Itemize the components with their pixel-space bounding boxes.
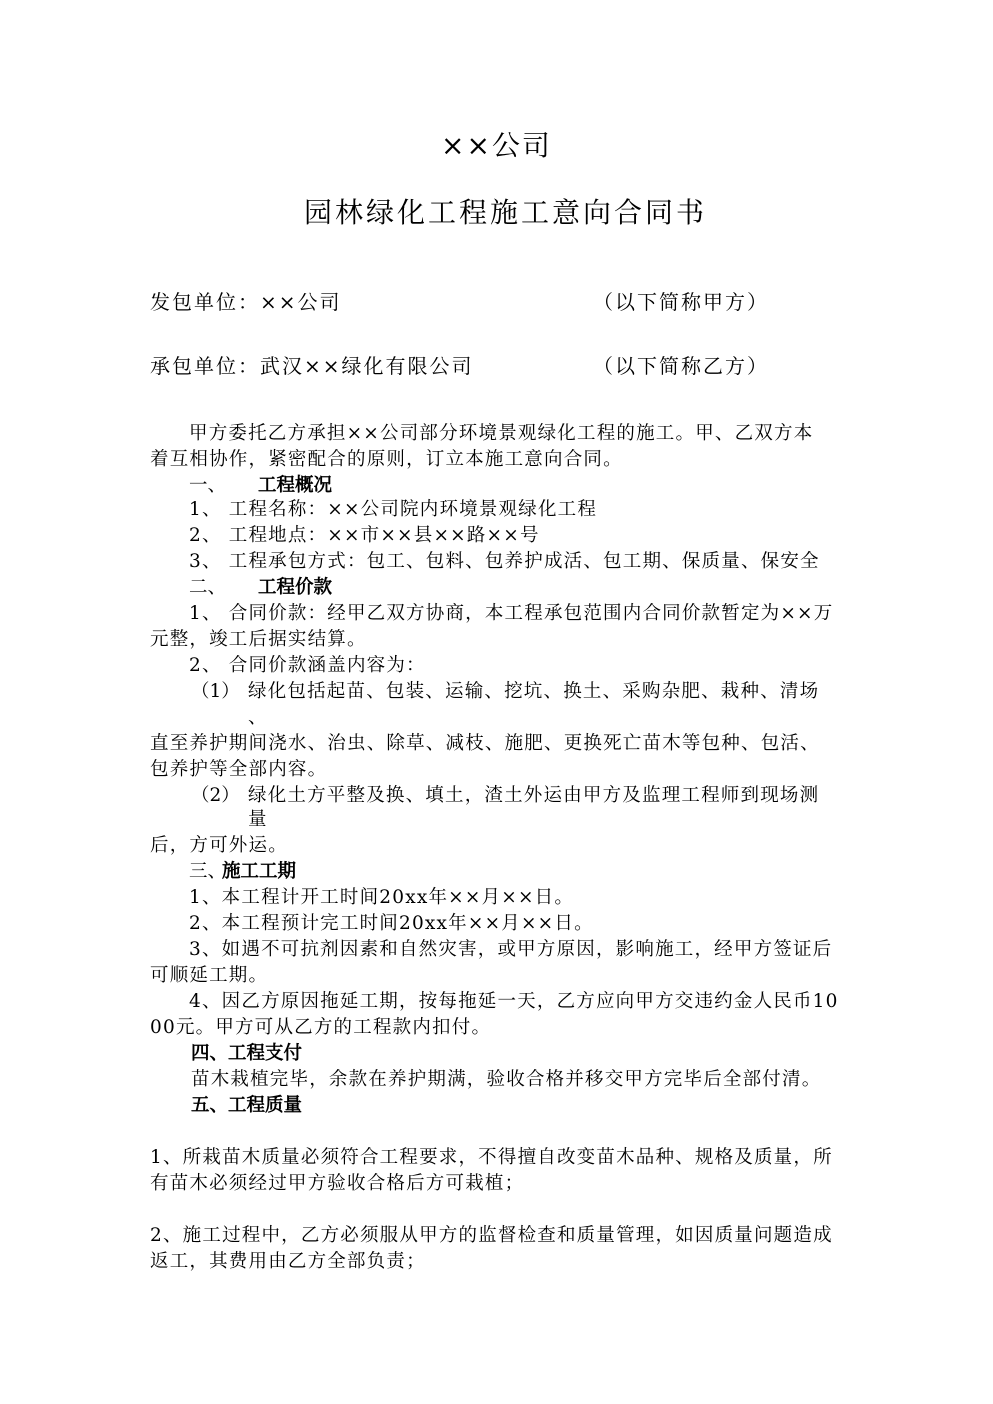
section-3-item-2: 2、本工程预计完工时间20xx年××月××日。 xyxy=(189,913,594,934)
intro-line-2: 着互相协作，紧密配合的原则，订立本施工意向合同。 xyxy=(150,449,623,470)
section-2-item-1a: 1、 合同价款：经甲乙双方协商，本工程承包范围内合同价款暂定为××万 xyxy=(189,603,834,624)
section-4-text: 苗木栽植完毕，余款在养护期满，验收合格并移交甲方完毕后全部付清。 xyxy=(191,1069,822,1090)
section-1-title: 工程概况 xyxy=(258,475,333,496)
section-2-sub-1c: 包养护等全部内容。 xyxy=(150,759,328,780)
section-1-item-2: 2、 工程地点：××市××县××路××号 xyxy=(189,525,540,546)
section-2-sub-1a: 绿化包括起苗、包装、运输、挖坑、换土、采购杂肥、栽种、清场 xyxy=(248,681,820,702)
section-1-item-3: 3、 工程承包方式：包工、包料、包养护成活、包工期、保质量、保安全 xyxy=(189,551,820,572)
section-3-item-4a: 4、因乙方原因拖延工期，按每拖延一天，乙方应向甲方交违约金人民币10 xyxy=(189,991,839,1012)
section-2-sub-2a: 绿化土方平整及换、填土，渣土外运由甲方及监理工程师到现场测 xyxy=(248,785,820,806)
section-2-sub-1-tail: 、 xyxy=(248,707,267,728)
section-2-sub-2b: 后，方可外运。 xyxy=(150,835,288,856)
section-3-title: 施工工期 xyxy=(222,861,297,882)
employer-note: （以下简称甲方） xyxy=(593,290,769,314)
section-2-item-1b: 元整，竣工后据实结算。 xyxy=(150,629,367,650)
section-1-number: 一、 xyxy=(189,475,227,496)
section-3-item-1: 1、本工程计开工时间20xx年××月××日。 xyxy=(189,887,575,908)
intro-line-1: 甲方委托乙方承担××公司部分环境景观绿化工程的施工。甲、乙双方本 xyxy=(189,423,814,444)
contractor-line: 承包单位：武汉××绿化有限公司 xyxy=(150,354,474,378)
section-5-item-1b: 有苗木必须经过甲方验收合格后方可栽植； xyxy=(150,1173,525,1194)
employer-line: 发包单位：××公司 xyxy=(150,290,342,314)
section-2-title: 工程价款 xyxy=(258,577,333,598)
section-2-sub-2-tail: 量 xyxy=(248,809,267,830)
company-heading: ××公司 xyxy=(441,129,552,162)
section-3-item-3b: 可顺延工期。 xyxy=(150,965,269,986)
section-5-item-1a: 1、所栽苗木质量必须符合工程要求，不得擅自改变苗木品种、规格及质量，所 xyxy=(150,1147,833,1168)
section-2-item-2: 2、 合同价款涵盖内容为： xyxy=(189,655,426,676)
section-5-item-2a: 2、施工过程中，乙方必须服从甲方的监督检查和质量管理，如因质量问题造成 xyxy=(150,1225,833,1246)
section-2-sub-1b: 直至养护期间浇水、治虫、除草、减枝、施肥、更换死亡苗木等包种、包活、 xyxy=(150,733,820,754)
section-2-sub-1-number: （1） xyxy=(191,681,240,702)
section-3-item-4b: 00元。甲方可从乙方的工程款内扣付。 xyxy=(150,1017,492,1038)
contract-title: 园林绿化工程施工意向合同书 xyxy=(304,196,708,229)
section-3-prefix: 三、 xyxy=(189,861,227,882)
section-4-title: 四、工程支付 xyxy=(191,1043,303,1064)
section-5-title: 五、工程质量 xyxy=(191,1095,303,1116)
section-3-item-3a: 3、如遇不可抗剂因素和自然灾害，或甲方原因，影响施工，经甲方签证后 xyxy=(189,939,833,960)
section-1-item-1: 1、 工程名称：××公司院内环境景观绿化工程 xyxy=(189,499,598,520)
section-2-sub-2-number: （2） xyxy=(191,785,240,806)
contractor-note: （以下简称乙方） xyxy=(593,354,769,378)
section-2-number: 二、 xyxy=(189,577,227,598)
section-5-item-2b: 返工，其费用由乙方全部负责； xyxy=(150,1251,426,1272)
